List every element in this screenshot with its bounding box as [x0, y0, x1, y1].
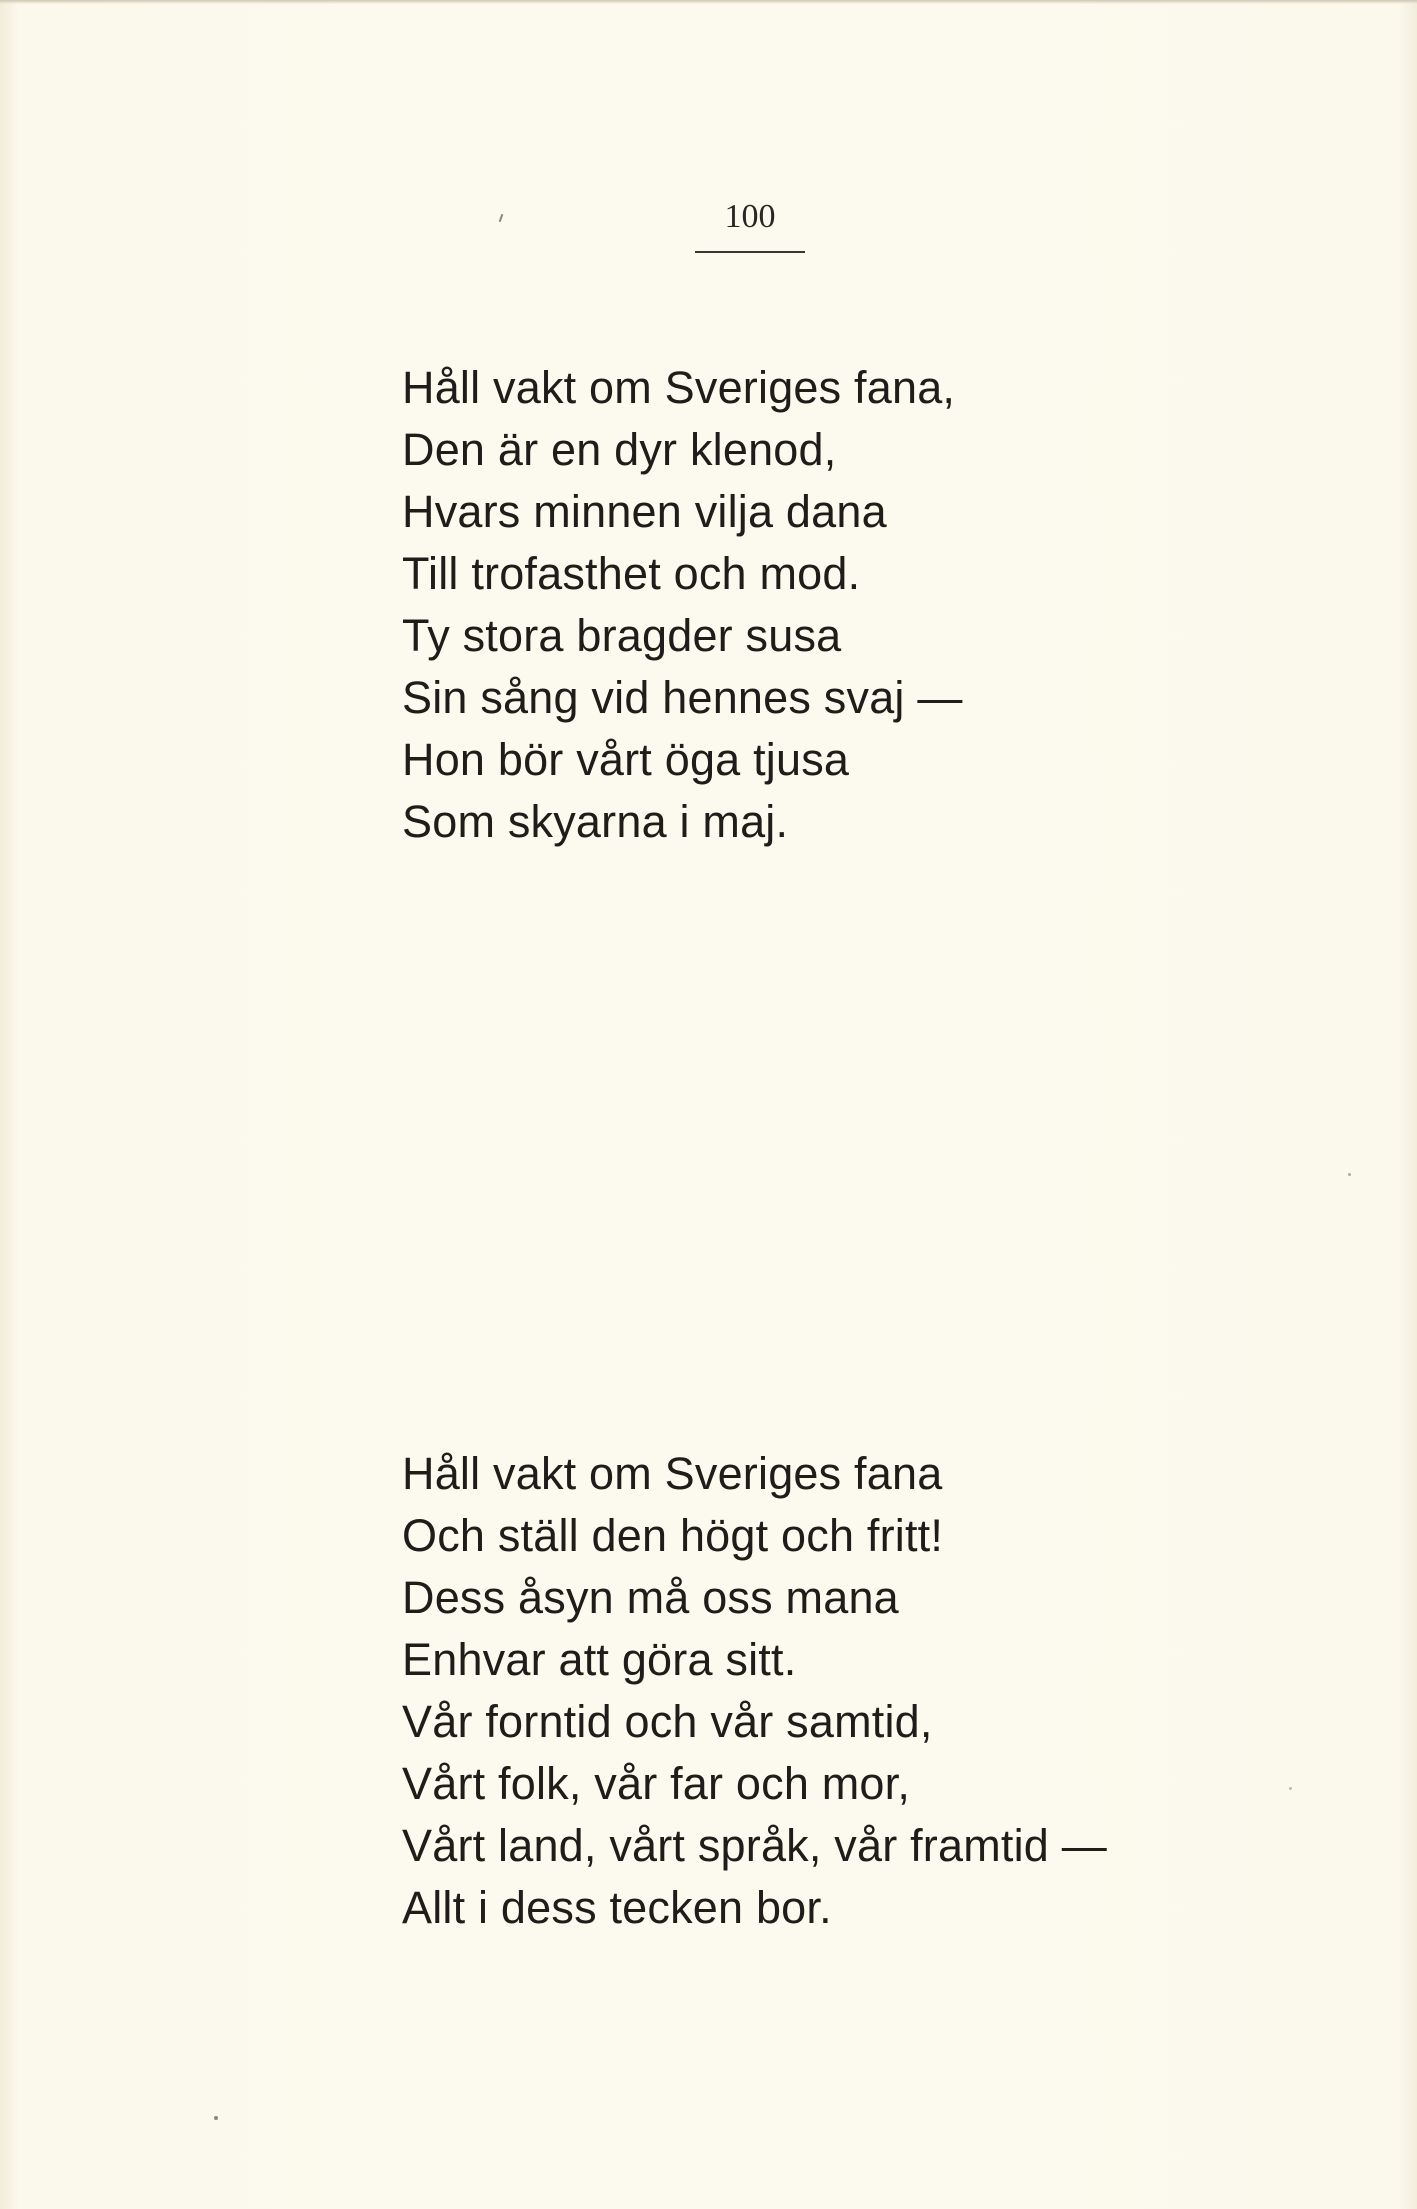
page-top-edge [0, 0, 1417, 4]
verse-line: Allt i dess tecken bor. [402, 1882, 832, 1933]
verse-line: Vårt folk, vår far och mor, [402, 1758, 911, 1809]
paper-speck [1348, 1173, 1351, 1176]
verse-line: Håll vakt om Sveriges fana [402, 1448, 943, 1499]
verse-line: Ty stora bragder susa [402, 610, 842, 661]
verse-line: Den är en dyr klenod, [402, 424, 837, 475]
verse-line: Vår forntid och vår samtid, [402, 1696, 933, 1747]
verse-line: Håll vakt om Sveriges fana, [402, 362, 956, 413]
page-number: 100 [724, 198, 776, 235]
stanza-1 [402, 357, 963, 853]
verse-line: Som skyarna i maj. [402, 796, 789, 847]
print-mark [499, 214, 504, 222]
verse-line: Hon bör vårt öga tjusa [402, 734, 850, 785]
paper-speck [1289, 1787, 1292, 1790]
page-number-rule [695, 251, 805, 253]
verse-line: Dess åsyn må oss mana [402, 1572, 899, 1623]
verse-line: Till trofasthet och mod. [402, 548, 861, 599]
verse-line: Vårt land, vårt språk, vår framtid — [402, 1820, 1107, 1871]
verse-line: Sin sång vid hennes svaj — [402, 672, 963, 723]
verse-line: Enhvar att göra sitt. [402, 1634, 797, 1685]
verse-line: Hvars minnen vilja dana [402, 486, 887, 537]
paper-speck [214, 2116, 218, 2120]
stanza-2 [402, 1443, 1107, 1939]
verse-line: Och ställ den högt och fritt! [402, 1510, 944, 1561]
